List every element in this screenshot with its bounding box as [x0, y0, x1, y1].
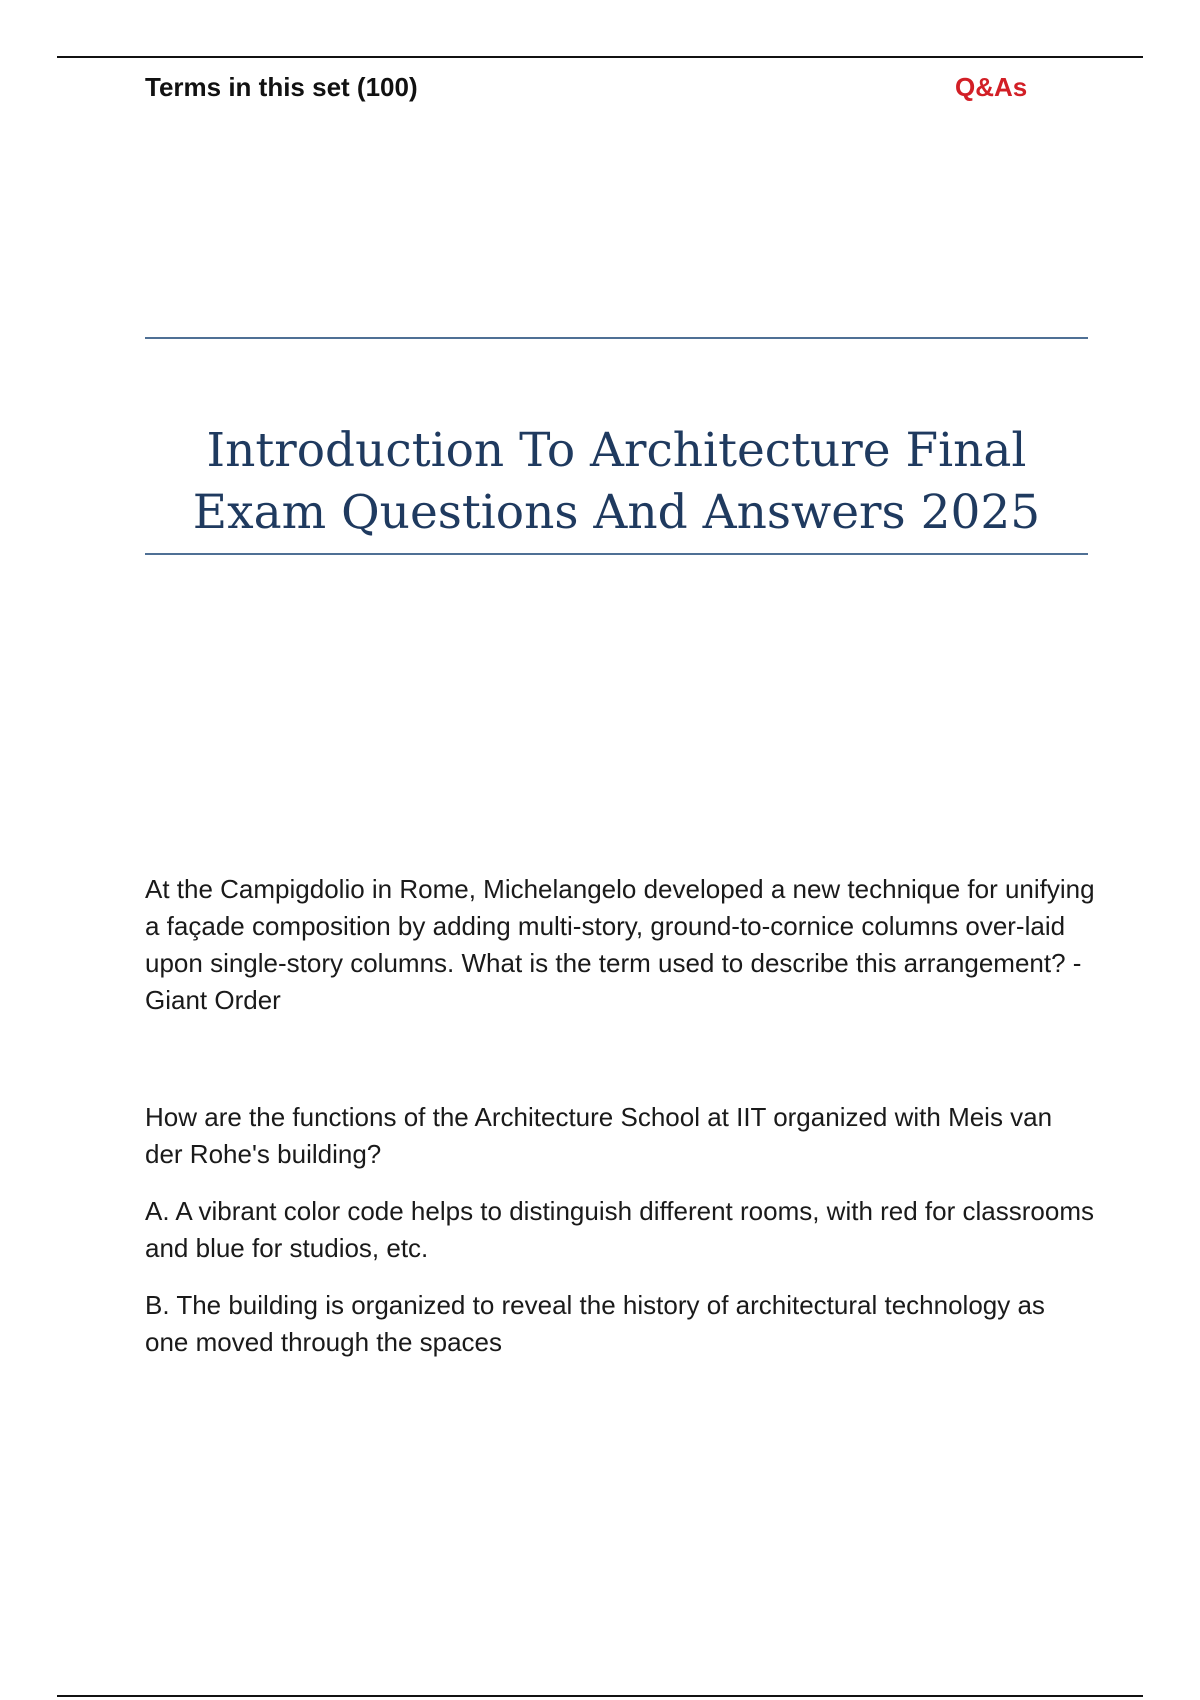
question-2-option-a: A. A vibrant color code helps to distinguish different rooms, with red for classrooms and blue for studios, etc.: [145, 1196, 1094, 1263]
document-title: Introduction To Architecture Final Exam Questions And Answers 2025: [192, 423, 1041, 540]
question-2-text: How are the functions of the Architecture School at IIT organized with Meis van der Rohe's building?: [145, 1102, 1053, 1169]
terms-count-label: Terms in this set (100): [145, 72, 418, 102]
qa-label: Q&As: [955, 72, 1028, 102]
title-rule-top: [145, 337, 1088, 339]
bottom-rule: [57, 1695, 1143, 1697]
question-1-text: At the Campigdolio in Rome, Michelangelo developed a new technique for unifying a façade composition by adding multi-story, ground-to-cornice columns over-laid upon single-story columns. What is the term used to describe this arrangement? - Giant Order: [145, 874, 1095, 1015]
title-rule-bottom: [145, 553, 1088, 555]
top-rule: [57, 56, 1143, 58]
question-2-option-b: B. The building is organized to reveal the history of architectural technology as one moved through the spaces: [145, 1290, 1045, 1357]
